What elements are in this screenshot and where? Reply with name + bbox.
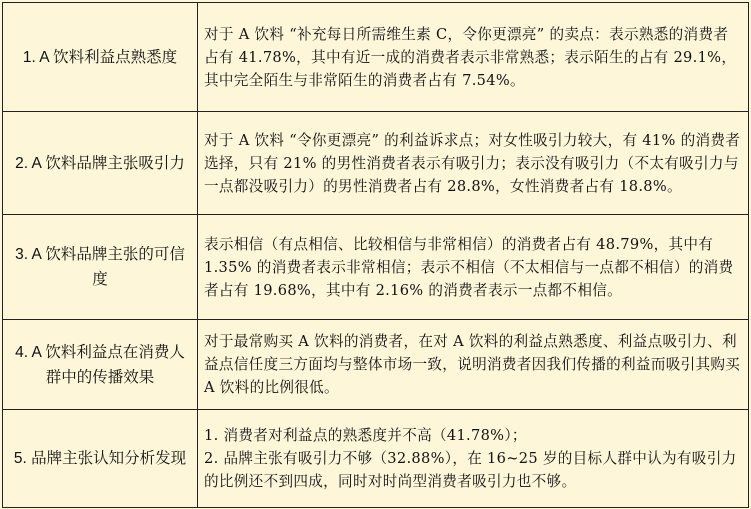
table-row xyxy=(3,112,749,215)
table-row xyxy=(3,320,749,410)
row-description: 对于最常购买 A 饮料的消费者，在对 A 饮料的利益点熟悉度、利益点吸引力、利益点信任度三方面均与整体市场一致，说明消费者因我们传播的利益而吸引其购买 A 饮料的比例很低。 xyxy=(198,320,749,410)
table-row xyxy=(3,410,749,508)
table-row xyxy=(3,215,749,320)
row-description: 对于 A 饮料 “补充每日所需维生素 C，令你更漂亮” 的卖点：表示熟悉的消费者占有 41.78%，其中有近一成的消费者表示非常熟悉；表示陌生的占有 29.1%，其中完全陌生与非常陌生的消费者占有 7.54%。 xyxy=(198,3,749,112)
row-label: 2. A 饮料品牌主张吸引力 xyxy=(3,112,198,215)
finding-item: 1. 消费者对利益点的熟悉度并不高（41.78%）； xyxy=(204,427,527,444)
row-findings xyxy=(198,410,749,508)
row-description: 对于 A 饮料 “令你更漂亮” 的利益诉求点；对女性吸引力较大，有 41% 的消费者选择，只有 21% 的男性消费者表示有吸引力；表示没有吸引力（不太有吸引力与一点都没吸引力）的男性消费者占有 28.8%，女性消费者占有 18.8%。 xyxy=(198,112,749,215)
row-label: 3. A 饮料品牌主张的可信度 xyxy=(3,215,198,320)
finding-item: 2. 品牌主张有吸引力不够（32.88%），在 16~25 岁的目标人群中认为有吸引力的比例还不到四成，同时对时尚型消费者吸引力也不够。 xyxy=(204,450,737,490)
row-description: 表示相信（有点相信、比较相信与非常相信）的消费者占有 48.79%，其中有 1.35% 的消费者表示非常相信；表示不相信（不太相信与一点都不相信）的消费者占有 19.68%，其中有 2.16% 的消费者表示一点都不相信。 xyxy=(198,215,749,320)
analysis-table xyxy=(2,2,749,508)
row-label: 4. A 饮料利益点在消费人群中的传播效果 xyxy=(3,320,198,410)
table-row xyxy=(3,3,749,112)
row-label: 1. A 饮料利益点熟悉度 xyxy=(3,3,198,112)
row-label: 5. 品牌主张认知分析发现 xyxy=(3,410,198,508)
